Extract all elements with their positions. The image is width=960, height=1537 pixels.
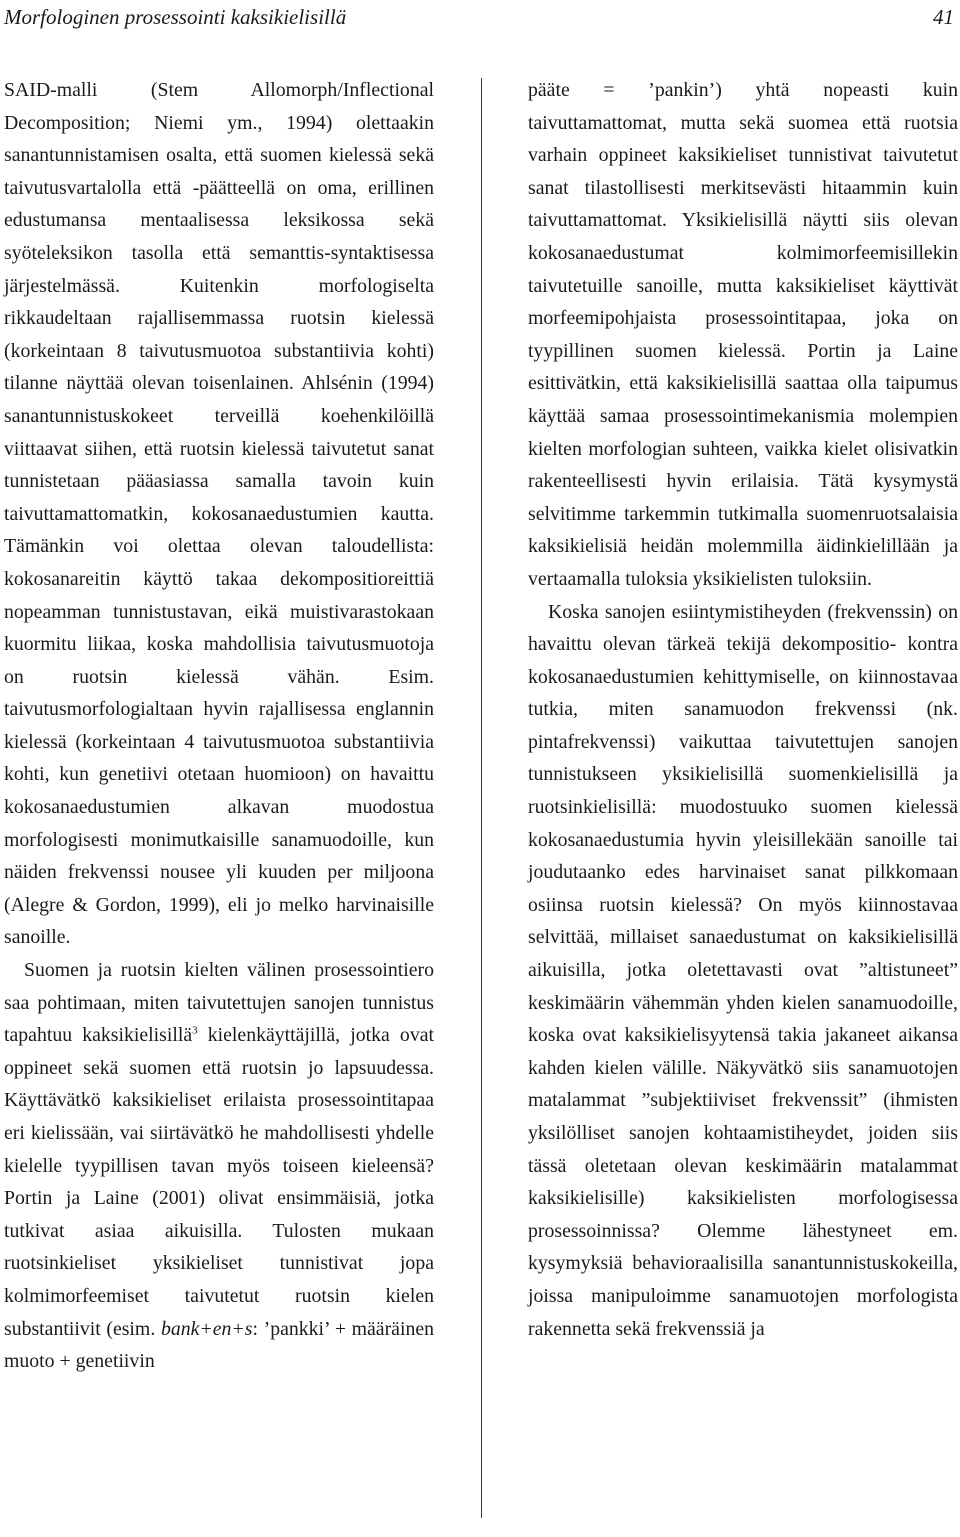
text-span: : ’pankki’ + määräinen muoto + genetiivin [4,1317,435,1373]
column-divider [481,78,482,1518]
italic-term: bank+en+s [160,1317,253,1340]
left-column [4,74,434,1378]
right-column [528,74,958,1345]
running-title: Morfologinen prosessointi kaksikielisillä [4,5,347,29]
paragraph: SAID-malli (Stem Allomorph/Inflectional Decomposition; Niemi ym., 1994) olettaakin sanantunnistamisen osalta, että suomen kielessä sekä taivutusvartalolla että -päätteellä on oma, erillinen edustumansa mentaalisessa leksikossa sekä syöteleksikon tasolla että semanttis-syntaktisessa järjestelmässä. Kuitenkin morfologiselta rikkaudeltaan rajallisemmassa ruotsin kielessä (korkeintaan 8 taivutusmuotoa substantiivia kohti) tilanne näyttää olevan toisenlainen. Ahlsénin (1994) sanantunnistuskokeet terveillä koehenkilöillä viittaavat siihen, että ruotsin kielessä taivutetut sanat tunnistetaan pääasiassa samalla tavoin kuin taivuttamattomatkin, kokosanaedustumien kautta. Tämänkin voi olettaa olevan taloudellista: kokosanareitin käyttö takaa dekompositioreittiä nopeamman tunnistustavan, eikä muistivarastokaan kuormitu liikaa, koska mahdollisia taivutusmuotoja on ruotsin kielessä vähän. Esim. taivutusmorfologialtaan hyvin rajallisessa englannin kielessä (korkeintaan 4 taivutusmuotoa substantiivia kohti, kun genetiivi otetaan huomioon) on havaittu kokosanaedustumien alkavan muodostua morfologisesti monimutkaisille sanamuodoille, kun näiden frekvenssi nousee yli kuuden per miljoona (Alegre & Gordon, 1999), eli jo melko harvinaisille sanoille. [4,79,434,949]
paragraph [4,954,434,1378]
running-header [0,0,960,40]
text-span: Suomen ja ruotsin kielten välinen prosessointiero saa pohtimaan, miten taivutettujen sanojen tunnistus tapahtuu kaksikielisillä [4,959,434,1047]
footnote-marker: 3 [192,1024,198,1037]
paragraph: Koska sanojen esiintymistiheyden (frekvenssin) on havaittu olevan tärkeä tekijä dekompositio- kontra kokosanaedustumien kehittymiselle, on kiinnostavaa tutkia, miten sanamuodon frekvenssi (nk. pintafrekvenssi) vaikuttaa taivutettujen sanojen tunnistukseen yksikielisillä suomenkielisillä ja ruotsinkielisillä: muodostuuko suomen kielessä kokosanaedustumia hyvin yleisillekään sanoille tai joudutaanko edes harvinaiset sanat pilkkomaan osiinsa ruotsin kielessä? On myös kiinnostavaa selvittää, millaiset sanaedustumat on kaksikielisillä aikuisilla, jotka oletettavasti ovat ”altistuneet” keskimäärin vähemmän yhden kielen sanamuodoille, koska ovat kaksikielisyytensä takia jakaneet aikansa kahden kielen välille. Näkyvätkö siis sanamuotojen matalammat ”subjektiiviset frekvenssit” (ihmisten yksilölliset sanojen kohtaamistiheydet, joiden siis tässä oletetaan olevan keskimäärin matalammat kaksikielisille) kaksikielisten morfologisessa prosessoinnissa? Olemme lähestyneet em. kysymyksiä behavioraalisilla sanantunnistuskokeilla, joissa manipuloimme sanamuotojen morfologista rakennetta sekä frekvenssiä ja [528,600,958,1340]
page-number: 41 [933,5,954,29]
text-span: kielenkäyttäjillä, jotka ovat oppineet sekä suomen että ruotsin jo lapsuudessa. Käyttävätkö kaksikieliset erilaista prosessointitapaa eri kielissään, vai siirtävätkö he mahdollisesti yhdelle kielelle tyypillisen tavan myös toiseen kieleensä? Portin ja Laine (2001) olivat ensimmäisiä, jotka tutkivat asiaa aikuisilla. Tulosten mukaan ruotsinkieliset yksikieliset tunnistivat jopa kolmimorfeemiset taivutetut ruotsin kielen substantiivit (esim. [4,1024,434,1340]
paragraph: pääte = ’pankin’) yhtä nopeasti kuin taivuttamattomat, mutta sekä suomea että ruotsia varhain oppineet kaksikieliset tunnistivat taivutetut sanat tilastollisesti merkitsevästi hitaammin kuin taivuttamattomat. Yksikielisillä näytti siis olevan kokosanaedustumat kolmimorfeemisillekin taivutetuille sanoille, mutta kaksikieliset käyttivät morfeemipohjaista prosessointitapaa, joka on tyypillinen suomen kielessä. Portin ja Laine esittivätkin, että kaksikielisillä saattaa olla taipumus käyttää samaa prosessointimekanismia molempien kielten morfologian suhteen, vaikka kielet olisivatkin rakenteellisesti hyvin erilaisia. Tätä kysymystä selvitimme tarkemmin tutkimalla suomenruotsalaisia kaksikielisiä heidän molemmilla äidinkielillään ja vertaamalla tuloksia yksikielisten tuloksiin. [528,79,958,590]
